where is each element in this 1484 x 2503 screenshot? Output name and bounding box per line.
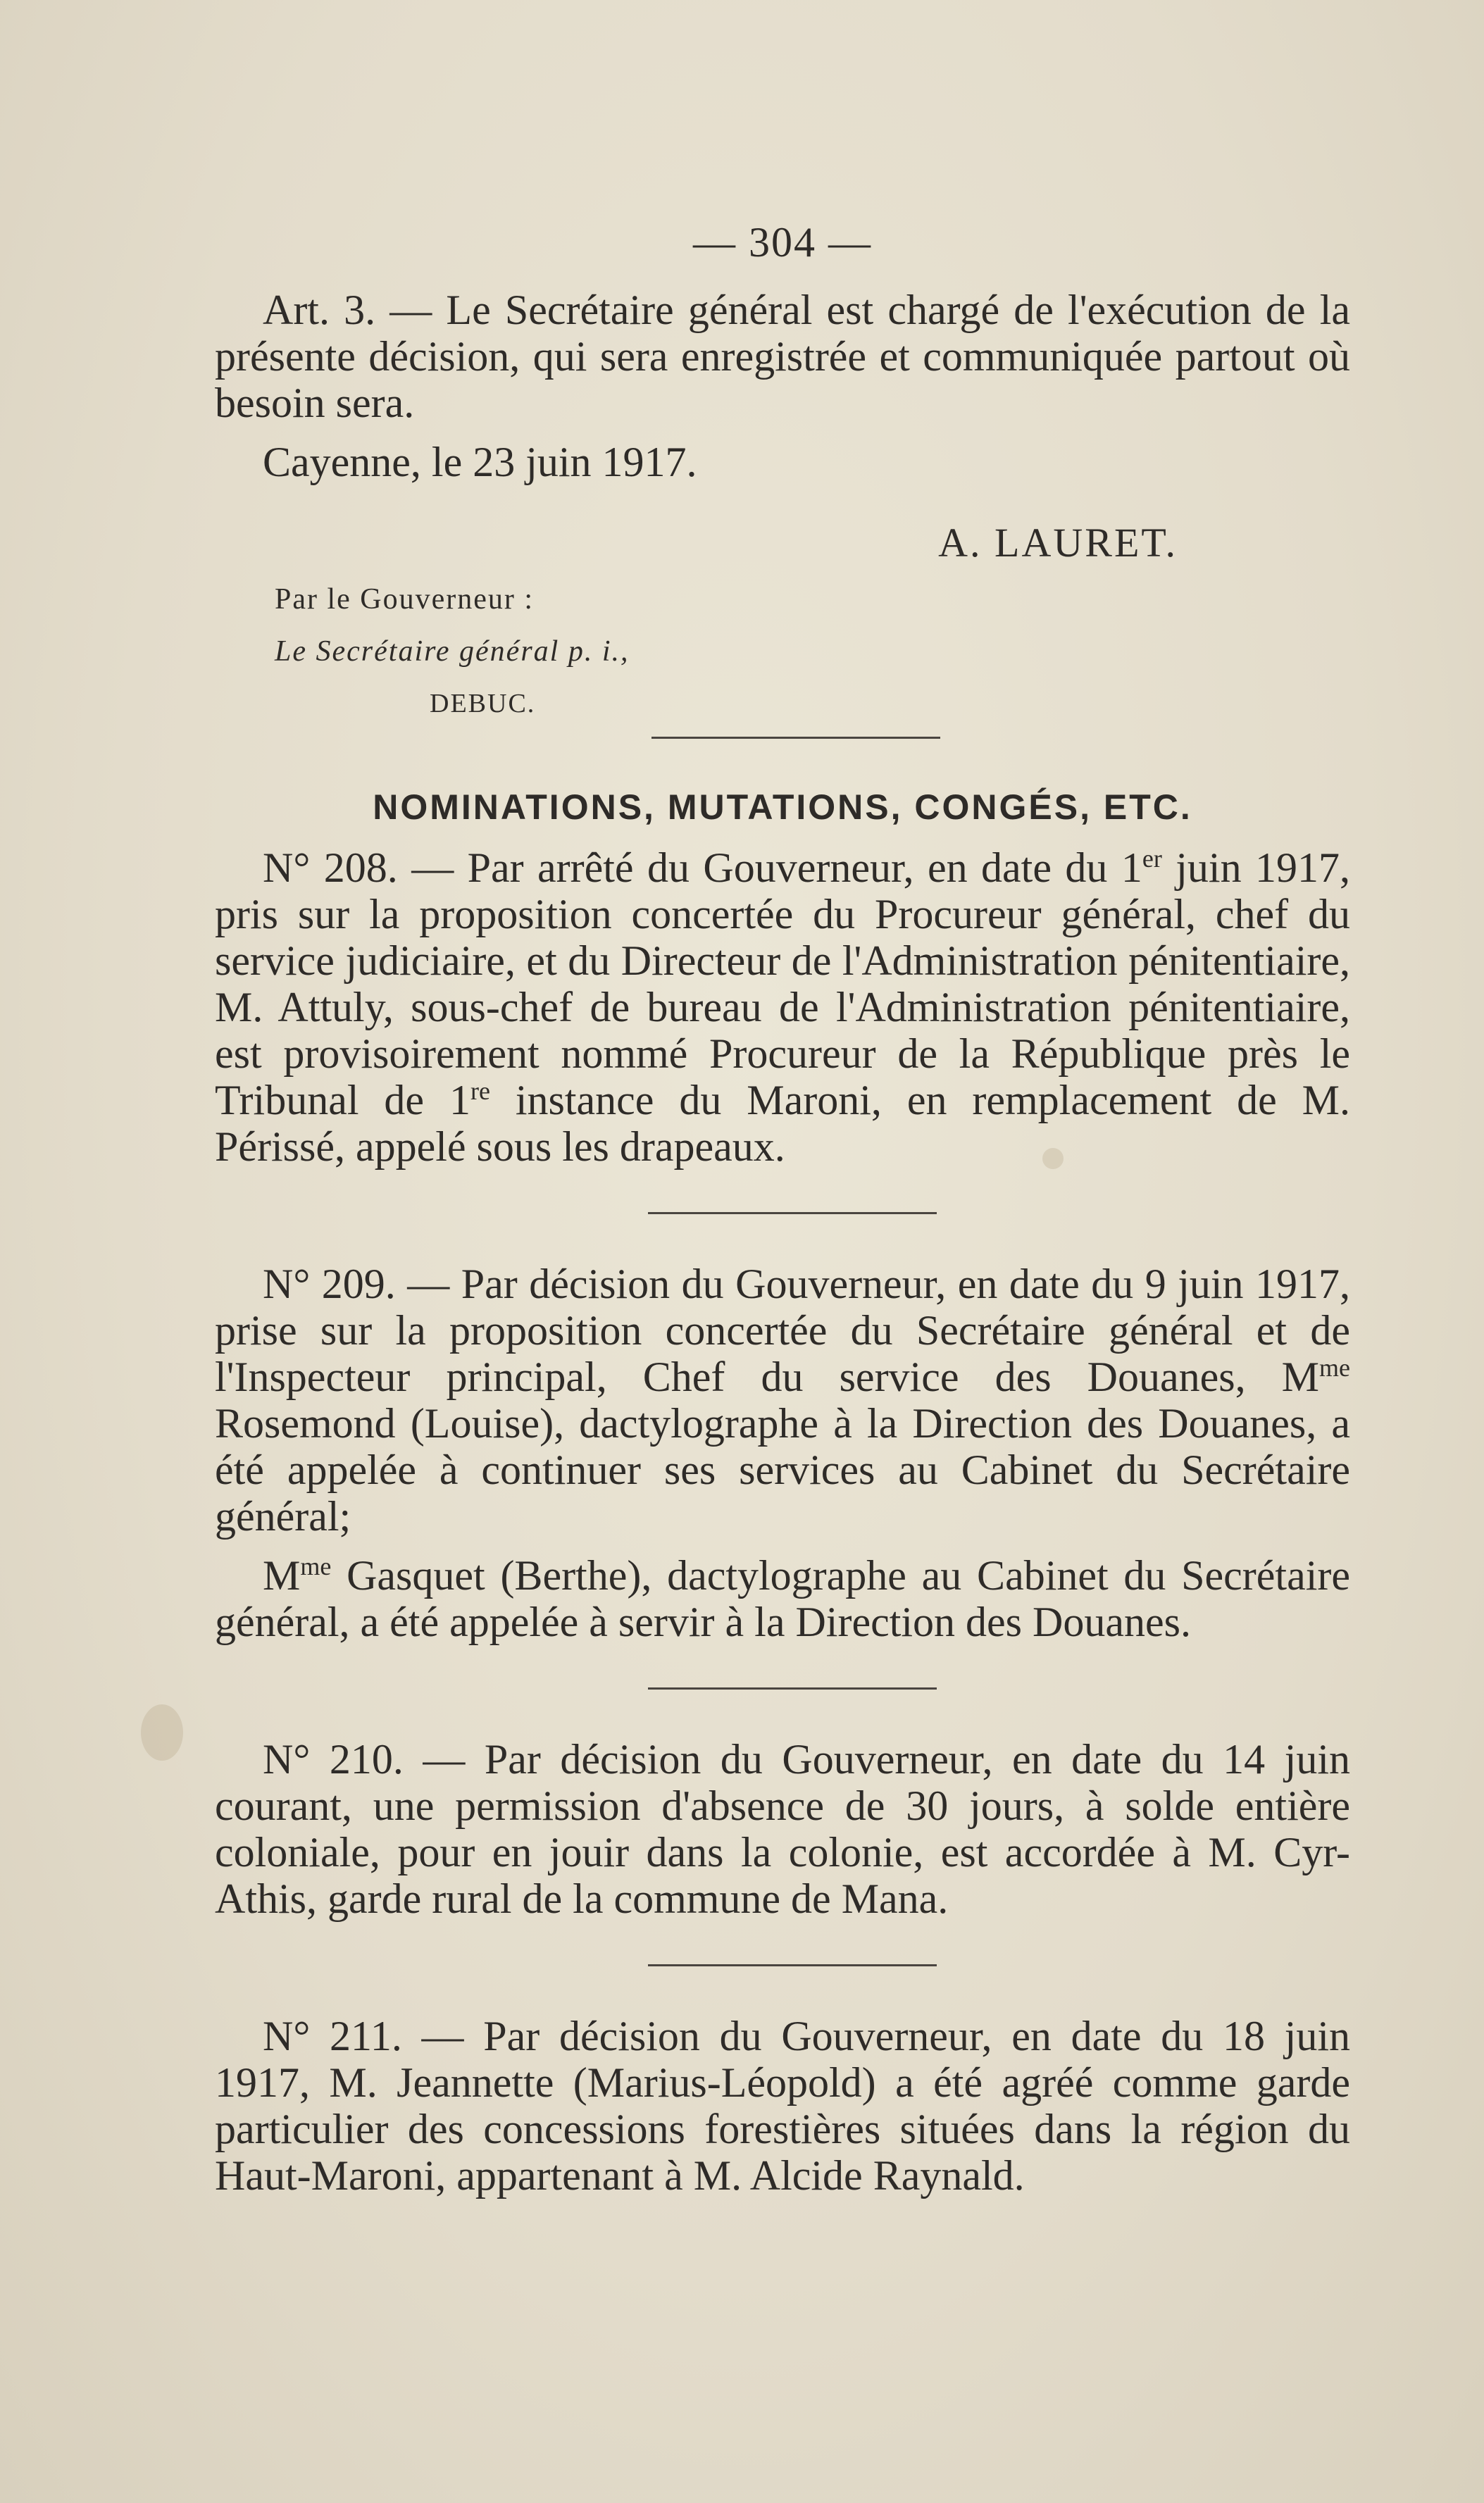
entry-211	[215, 2013, 1350, 2199]
governor-line-3: DEBUC.	[430, 689, 536, 718]
article-3-text: Art. 3. — Le Secrétaire général est chargé de l'exécution de la présente décision, qui sera enregistrée et communiquée partout où besoin sera.	[215, 287, 1350, 426]
entry-number: N° 208.	[263, 844, 398, 891]
entry-text: — Par décision du Gouverneur, en date du 14 juin courant, une permission d'absence de 30 jours, à solde entière coloniale, pour en jouir dans la colonie, est accordée à M. Cyr-Athis, garde rural de la commune de Mana.	[215, 1736, 1350, 1922]
page-number: — 304 —	[693, 219, 872, 266]
superscript: re	[470, 1077, 490, 1105]
superscript: er	[1142, 844, 1162, 873]
entry-209-text	[215, 1261, 1350, 1540]
divider	[651, 737, 940, 739]
entry-text: Rosemond (Louise), dactylographe à la Direction des Douanes, a été appelée à continuer ses services au Cabinet du Secrétaire général;	[215, 1400, 1350, 1540]
entry-text: — Par décision du Gouverneur, en date du 18 juin 1917, M. Jeannette (Marius-Léopold) a été agréé comme garde particulier des concessions forestières situées dans la région du Haut-Maroni, appartenant à M. Alcide Raynald.	[215, 2013, 1350, 2199]
entry-209-text-2	[215, 1552, 1350, 1645]
signature: A. LAURET.	[938, 520, 1178, 566]
paper-stain	[1042, 1148, 1064, 1169]
governor-line-1: Par le Gouverneur :	[275, 583, 535, 616]
entry-211-text	[215, 2013, 1350, 2199]
paper-stain	[141, 1704, 183, 1761]
entry-text: — Par décision du Gouverneur, en date du 9 juin 1917, prise sur la proposition concertée du Secrétaire général et de l'Inspecteur principal, Chef du service des Douanes, M	[215, 1261, 1351, 1400]
entry-text: juin 1917, pris sur la proposition concertée du Procureur général, chef du service judiciaire, et du Directeur de l'Administration pénitentiaire, M. Attuly, sous-chef de bureau de l'Administration pénitentiaire, est provisoirement nommé Procureur de la République près le Tribunal de 1	[215, 844, 1351, 1123]
entry-208	[215, 844, 1350, 1170]
entry-209	[215, 1261, 1350, 1645]
entry-208-text	[215, 844, 1350, 1170]
section-heading: NOMINATIONS, MUTATIONS, CONGÉS, ETC.	[373, 787, 1192, 827]
entry-number: N° 211.	[263, 2013, 402, 2059]
entry-210	[215, 1736, 1350, 1922]
superscript: me	[300, 1552, 332, 1580]
entry-number: N° 209.	[263, 1261, 396, 1307]
governor-line-2: Le Secrétaire général p. i.,	[275, 635, 630, 668]
entry-text: Gasquet (Berthe), dactylographe au Cabinet du Secrétaire général, a été appelée à servir à la Direction des Douanes.	[215, 1552, 1350, 1645]
entry-text: instance du Maroni, en remplacement de M. Périssé, appelé sous les drapeaux.	[215, 1077, 1351, 1170]
governor-block	[275, 573, 1350, 730]
superscript: me	[1319, 1354, 1350, 1382]
entry-text: M	[263, 1552, 301, 1599]
entry-text: — Par arrêté du Gouverneur, en date du 1	[397, 844, 1142, 891]
entry-210-text	[215, 1736, 1350, 1922]
entry-number: N° 210.	[263, 1736, 404, 1783]
dateline: Cayenne, le 23 juin 1917.	[263, 439, 697, 485]
